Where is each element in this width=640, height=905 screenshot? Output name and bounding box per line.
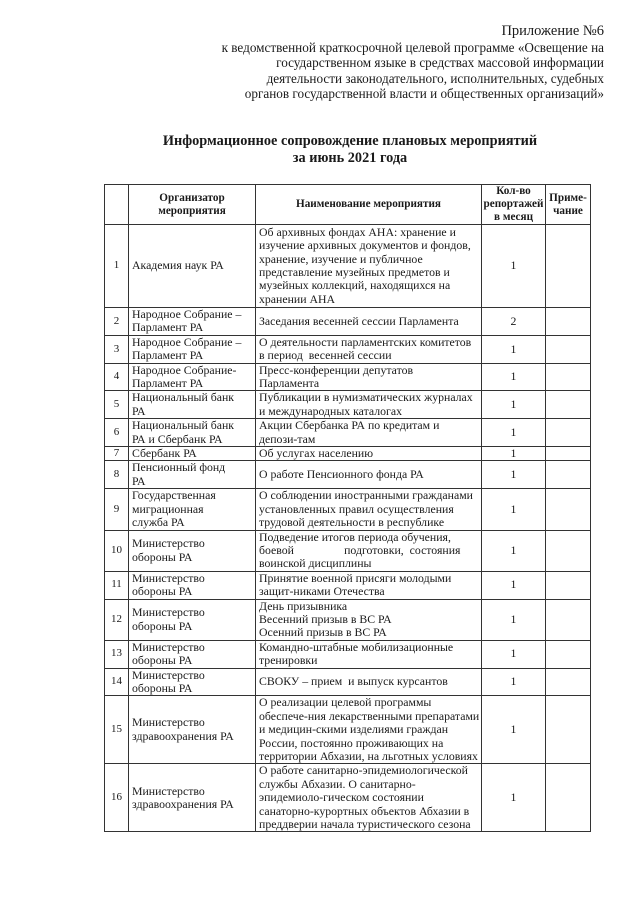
row-number: 5 [105, 391, 129, 419]
organizer-cell [129, 461, 256, 489]
organizer-text: миграционная [132, 501, 204, 516]
event-cell [256, 461, 482, 489]
table-header-row [105, 185, 591, 225]
table-row [105, 696, 591, 764]
organizer-text: Пенсионный фонд [132, 460, 226, 475]
event-text: России, постоянно проживающих на [259, 735, 444, 750]
note-cell [546, 461, 591, 489]
table-row [105, 640, 591, 668]
note-cell [546, 335, 591, 363]
report-count: 1 [482, 489, 546, 530]
report-count: 1 [482, 391, 546, 419]
event-text: санаторно-курортных объектов Абхазии в [259, 803, 470, 818]
organizer-cell [129, 419, 256, 447]
event-text: и международных каталогах [259, 403, 402, 418]
event-text: территории Абхазии, на льготных условиях [259, 749, 478, 763]
event-text: представление музейных предметов и [259, 265, 450, 279]
note-cell [546, 764, 591, 832]
organizer-cell [129, 391, 256, 419]
event-text: СВОКУ – прием и выпуск курсантов [259, 674, 448, 689]
report-count: 1 [482, 764, 546, 832]
header-count [482, 185, 546, 225]
event-text: установленных правил осуществления [259, 501, 454, 516]
row-number: 15 [105, 696, 129, 764]
row-number: 10 [105, 530, 129, 571]
event-text: О работе санитарно-эпидемиологической [259, 763, 468, 778]
event-cell [256, 419, 482, 447]
report-count: 1 [482, 530, 546, 571]
organizer-text: обороны РА [132, 618, 193, 633]
organizer-text: РА [132, 473, 146, 488]
event-cell [256, 391, 482, 419]
appendix-line: к ведомственной краткосрочной целевой программе «Освещение на [221, 40, 604, 55]
event-text: О реализации целевой программы [259, 695, 432, 710]
header-text: мероприятия [158, 204, 226, 217]
organizer-text: обороны РА [132, 549, 193, 564]
organizer-text: Парламент РА [132, 348, 204, 363]
organizer-text: Народное Собрание – [132, 335, 242, 349]
table-row [105, 571, 591, 599]
organizer-text: обороны РА [132, 584, 193, 599]
report-count: 1 [482, 461, 546, 489]
event-cell [256, 363, 482, 391]
report-count: 1 [482, 225, 546, 308]
row-number: 8 [105, 461, 129, 489]
report-count: 1 [482, 599, 546, 640]
note-cell [546, 571, 591, 599]
event-text: Заседания весенней сессии Парламента [259, 313, 459, 328]
header-text: Приме- [549, 191, 587, 204]
row-number: 11 [105, 571, 129, 599]
event-cell [256, 530, 482, 571]
event-cell [256, 764, 482, 832]
organizer-cell [129, 640, 256, 668]
note-cell [546, 391, 591, 419]
table-row [105, 530, 591, 571]
event-text: депози-там [259, 431, 316, 446]
header-text: в месяц [493, 210, 534, 223]
organizer-text: Академия наук РА [132, 258, 224, 273]
organizer-cell [129, 668, 256, 696]
event-text: в период весенней сессии [259, 348, 392, 363]
event-text: эпидемиоло-гическом состоянии [259, 790, 424, 805]
table-row [105, 308, 591, 336]
organizer-text: Национальный банк [132, 418, 234, 433]
event-text: тренировки [259, 653, 318, 668]
row-number: 12 [105, 599, 129, 640]
event-text: боевой подготовки, состояния [259, 542, 461, 557]
header-organizer [129, 185, 256, 225]
row-number: 13 [105, 640, 129, 668]
appendix-line: государственном языке в средствах массовой информации [276, 55, 604, 71]
organizer-cell [129, 447, 256, 461]
event-text: О соблюдении иностранными гражданами [259, 488, 473, 503]
note-cell [546, 308, 591, 336]
organizer-text: обороны РА [132, 680, 193, 695]
note-cell [546, 599, 591, 640]
table-row [105, 363, 591, 391]
note-cell [546, 225, 591, 308]
organizer-text: РА [132, 403, 146, 418]
appendix-line: органов государственной власти и общественных организаций» [244, 86, 604, 102]
organizer-text: служба РА [132, 515, 185, 530]
note-cell [546, 363, 591, 391]
organizer-text: Народное Собрание- [132, 363, 237, 377]
table-row [105, 489, 591, 530]
organizer-text: Министерство [132, 571, 205, 585]
title-line: за июнь 2021 года [292, 150, 408, 166]
report-count: 1 [482, 335, 546, 363]
table-row [105, 391, 591, 419]
table-row [105, 764, 591, 832]
table-row [105, 335, 591, 363]
event-text: Акции Сбербанка РА по кредитам и [259, 418, 440, 433]
header-text: репортажей [483, 198, 544, 211]
row-number: 16 [105, 764, 129, 832]
header-text: Организатор [159, 191, 225, 204]
note-cell [546, 530, 591, 571]
table-row [105, 668, 591, 696]
organizer-text: Парламент РА [132, 376, 204, 391]
appendix-number: Приложение №6 [501, 23, 604, 39]
event-text: и медицин-скими изделиями граждан [259, 722, 449, 737]
row-number: 7 [105, 447, 129, 461]
report-count: 2 [482, 308, 546, 336]
event-text: Осенний призыв в ВС РА [259, 625, 387, 640]
table-body [105, 225, 591, 832]
table-row [105, 599, 591, 640]
organizer-text: Министерство [132, 536, 205, 551]
event-cell [256, 668, 482, 696]
event-text: хранение, изучение и публичное [259, 251, 423, 266]
event-text: обеспече-ния лекарственными препаратами [259, 708, 480, 723]
organizer-cell [129, 599, 256, 640]
event-text: службы Абхазии. О санитарно- [259, 776, 416, 791]
organizer-cell [129, 489, 256, 530]
event-cell [256, 447, 482, 461]
organizer-text: РА и Сбербанк РА [132, 431, 223, 446]
header-text: чание [553, 204, 583, 217]
row-number: 4 [105, 363, 129, 391]
event-text: трудовой деятельности в республике [259, 515, 445, 530]
organizer-text: Парламент РА [132, 320, 204, 335]
organizer-cell [129, 335, 256, 363]
appendix-line: деятельности законодательного, исполнительных, судебных [266, 70, 604, 86]
event-text: О деятельности парламентских комитетов [259, 335, 472, 349]
document-title [100, 133, 600, 167]
header-note [546, 185, 591, 225]
event-text: хранении АНА [259, 291, 336, 306]
table-row [105, 447, 591, 461]
event-text: Пресс-конференции депутатов [259, 363, 414, 377]
organizer-text: Министерство [132, 715, 205, 730]
note-cell [546, 668, 591, 696]
event-text: музейных коллекций, находящихся на [259, 278, 451, 293]
header-num [105, 185, 129, 225]
table-row [105, 461, 591, 489]
event-text: День призывника [259, 599, 348, 613]
event-text: преддверии начала туристического сезона [259, 817, 471, 832]
appendix-header [120, 22, 604, 102]
header-text: Кол-во [496, 185, 531, 198]
event-cell [256, 308, 482, 336]
row-number: 1 [105, 225, 129, 308]
event-text: Об архивных фондах АНА: хранение и [259, 224, 456, 239]
event-cell [256, 571, 482, 599]
report-count: 1 [482, 668, 546, 696]
event-text: Подведение итогов периода обучения, [259, 530, 451, 544]
organizer-text: Государственная [132, 488, 216, 503]
report-count: 1 [482, 447, 546, 461]
event-text: О работе Пенсионного фонда РА [259, 467, 424, 482]
organizer-text: здравоохранения РА [132, 796, 234, 811]
organizer-text: Сбербанк РА [132, 446, 197, 461]
note-cell [546, 489, 591, 530]
note-cell [546, 419, 591, 447]
report-count: 1 [482, 696, 546, 764]
organizer-cell [129, 571, 256, 599]
row-number: 9 [105, 489, 129, 530]
event-text: Принятие военной присяги молодыми [259, 571, 452, 585]
event-cell [256, 696, 482, 764]
event-text: Весенний призыв в ВС РА [259, 611, 392, 626]
row-number: 3 [105, 335, 129, 363]
title-line: Информационное сопровождение плановых мероприятий [162, 133, 538, 149]
event-cell [256, 599, 482, 640]
report-count: 1 [482, 363, 546, 391]
event-cell [256, 489, 482, 530]
note-cell [546, 640, 591, 668]
events-table [104, 184, 591, 832]
organizer-text: Национальный банк [132, 390, 234, 405]
organizer-cell [129, 308, 256, 336]
organizer-cell [129, 696, 256, 764]
organizer-text: обороны РА [132, 653, 193, 668]
organizer-cell [129, 530, 256, 571]
organizer-text: Народное Собрание – [132, 307, 242, 321]
organizer-text: Министерство [132, 783, 205, 798]
note-cell [546, 447, 591, 461]
organizer-text: Министерство [132, 640, 205, 654]
event-text: Парламента [259, 376, 320, 391]
event-text: защит-никами Отечества [259, 584, 385, 599]
note-cell [546, 696, 591, 764]
row-number: 6 [105, 419, 129, 447]
event-cell [256, 225, 482, 308]
organizer-text: Министерство [132, 605, 205, 620]
report-count: 1 [482, 419, 546, 447]
table-row [105, 419, 591, 447]
organizer-cell [129, 225, 256, 308]
event-text: воинской дисциплины [259, 556, 372, 571]
event-cell [256, 335, 482, 363]
event-text: Командно-штабные мобилизационные [259, 640, 454, 654]
table-row [105, 225, 591, 308]
report-count: 1 [482, 640, 546, 668]
header-event: Наименование мероприятия [256, 185, 482, 225]
organizer-text: здравоохранения РА [132, 728, 234, 743]
event-text: изучение архивных документов и фондов, [259, 238, 471, 253]
event-text: Публикации в нумизматических журналах [259, 390, 473, 405]
event-cell [256, 640, 482, 668]
organizer-text: Министерство [132, 668, 205, 682]
event-text: Об услугах населению [259, 446, 374, 461]
row-number: 14 [105, 668, 129, 696]
row-number: 2 [105, 308, 129, 336]
organizer-cell [129, 764, 256, 832]
organizer-cell [129, 363, 256, 391]
report-count: 1 [482, 571, 546, 599]
